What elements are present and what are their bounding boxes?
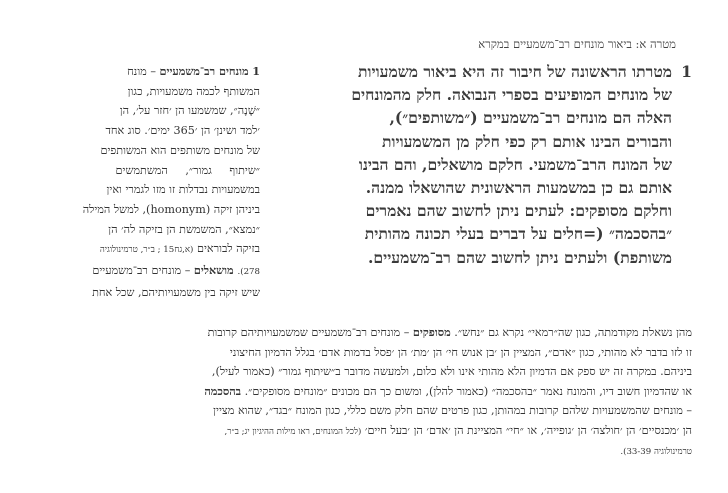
side-term-borrowed: מושאלים [193, 263, 238, 278]
bottom-line-7: טרמינולוגיה 33-39). [620, 446, 692, 457]
main-line-5: של המונח הרב־משמעי. חלקם מושאלים, והם הבינו [358, 154, 672, 174]
side-line-7: במשמעויות נבדלות זו מזו לגמרי ואין [106, 183, 260, 197]
bottom-line-1-text: מהן נשאלת מקודמתה, כגון שה״רמאי״ נקרא גם ״נחש״. [450, 326, 692, 339]
bottom-line-2: זו לזו בדבר לא מהותי, כגון ״אדם״, המציין הן ׳בן אנוש חי׳ הן ׳מת׳ הן ׳פסל בדמות אדם׳ בגלל הדמיון החיצוני [229, 345, 692, 359]
side-line-10 [46, 239, 260, 261]
side-line-5: של מונחים משותפים הוא המשותפים [100, 143, 260, 157]
side-line-8: ביניהן זיקה (homonym), למשל המילה [82, 202, 260, 216]
main-line-9: משותפת) ולעתים ניתן לחשוב שהם רב־משמעיים. [367, 247, 672, 267]
main-line-7: וחלקם מסופקים: לעתים ניתן לחשוב שהם נאמרים [365, 201, 672, 221]
side-line-3: ״שָׁנָה״, שמשמעו הן ׳חזר על׳, הן [119, 104, 260, 118]
bottom-line-6-text: הן ׳מכנסיים׳ הן ׳חולצה׳ הן ׳גופייה׳, או ״חי״ המציינת הן ׳אדם׳ הן ׳בעל חיים׳ [361, 423, 692, 437]
main-paragraph [290, 60, 692, 269]
side-line-1 [46, 62, 260, 82]
main-line-1: מטרתו הראשונה של חיבור זה היא ביאור משמעויות [358, 62, 672, 81]
main-line-4: והבורים הבינו אותם רק כפי חלק מן המשמעויות [381, 131, 672, 151]
side-line-4: ׳למד ושינן׳ הן ׳365 ימים׳. סוג אחד [105, 124, 260, 138]
side-line-2: המשותף לכמה משמעויות, כגון [127, 84, 260, 98]
side-reference-end: 278). [237, 267, 260, 278]
main-line-8: ״בהסכמה״ (=חלים על דברים בעלי תכונה מהותית [364, 224, 672, 244]
bottom-line-1-rest: – מונחים רב־משמעיים שמשמעויותיהם קרובות [207, 326, 413, 339]
main-line-6: אותם גם כן במשמעות הראשונית שהושאלו ממנה. [365, 178, 672, 198]
bottom-line-3: ביניהם. במקרה זה יש ספק אם הדמיון הלא מהותי אינו ולא כלום, ולמעשה מדובר ב״שיתוף גמור״ (כאמור לעיל), [211, 365, 692, 379]
side-line-1-rest: – מונח [127, 65, 160, 78]
side-note-number: 1 [252, 64, 260, 78]
main-line-2: של מונחים המופיעים בספרי הנבואה. חלק מהמונחים [351, 85, 672, 105]
main-line-3: האלה הם מונחים רב־משמעיים (״משותפים״), [389, 108, 672, 128]
bottom-line-4 [46, 382, 692, 402]
running-head: מטרה א: ביאור מונחים רב־משמעיים במקרא [478, 37, 676, 51]
bottom-line-5: – מונחים שהמשמעויות שלהם קרובות במהותן, כגון פרטים שהם חלק משם כללי, כגון המונח ״בגד״, שהוא מציין [213, 404, 692, 418]
side-line-11-rest: – מונחים רב־משמעיים [92, 264, 194, 278]
paragraph-number: 1 [681, 62, 692, 81]
bottom-line-6 [46, 421, 692, 443]
bottom-term-ambiguous: מסופקים [412, 325, 451, 339]
side-reference: (א,גח15 ; ב״ר, טרמינולוגיה [99, 245, 194, 256]
side-line-10-text: בזיקה לבוראים [193, 242, 260, 256]
side-line-6: ״שיתוף גמור״, המשתמשים [115, 163, 260, 177]
side-line-9: ״נמצא״, המשמשת הן בזיקה לה׳ הן [108, 222, 260, 236]
bottom-line-1 [46, 323, 692, 343]
side-line-11 [46, 261, 260, 283]
bottom-term-agreement: בהסכמה [204, 383, 242, 398]
side-line-12: שיש זיקה בין משמעויותיהם, שכל אחת [92, 285, 260, 299]
bottom-line-4-text: או שהדמיון חשוב דיו, והמונח נאמר ״בהסכמה״ (כאמור להלן), ומשום כך הם מכונים ״מונחים מסופקים״. [241, 384, 692, 398]
side-note [46, 62, 260, 302]
bottom-note [46, 323, 692, 462]
bottom-reference: (לכל המונחים, ראו מילות ההיגיון יג; ב״ר, [224, 426, 362, 437]
side-term-homonyms: מונחים רב־משמעיים [159, 64, 249, 78]
